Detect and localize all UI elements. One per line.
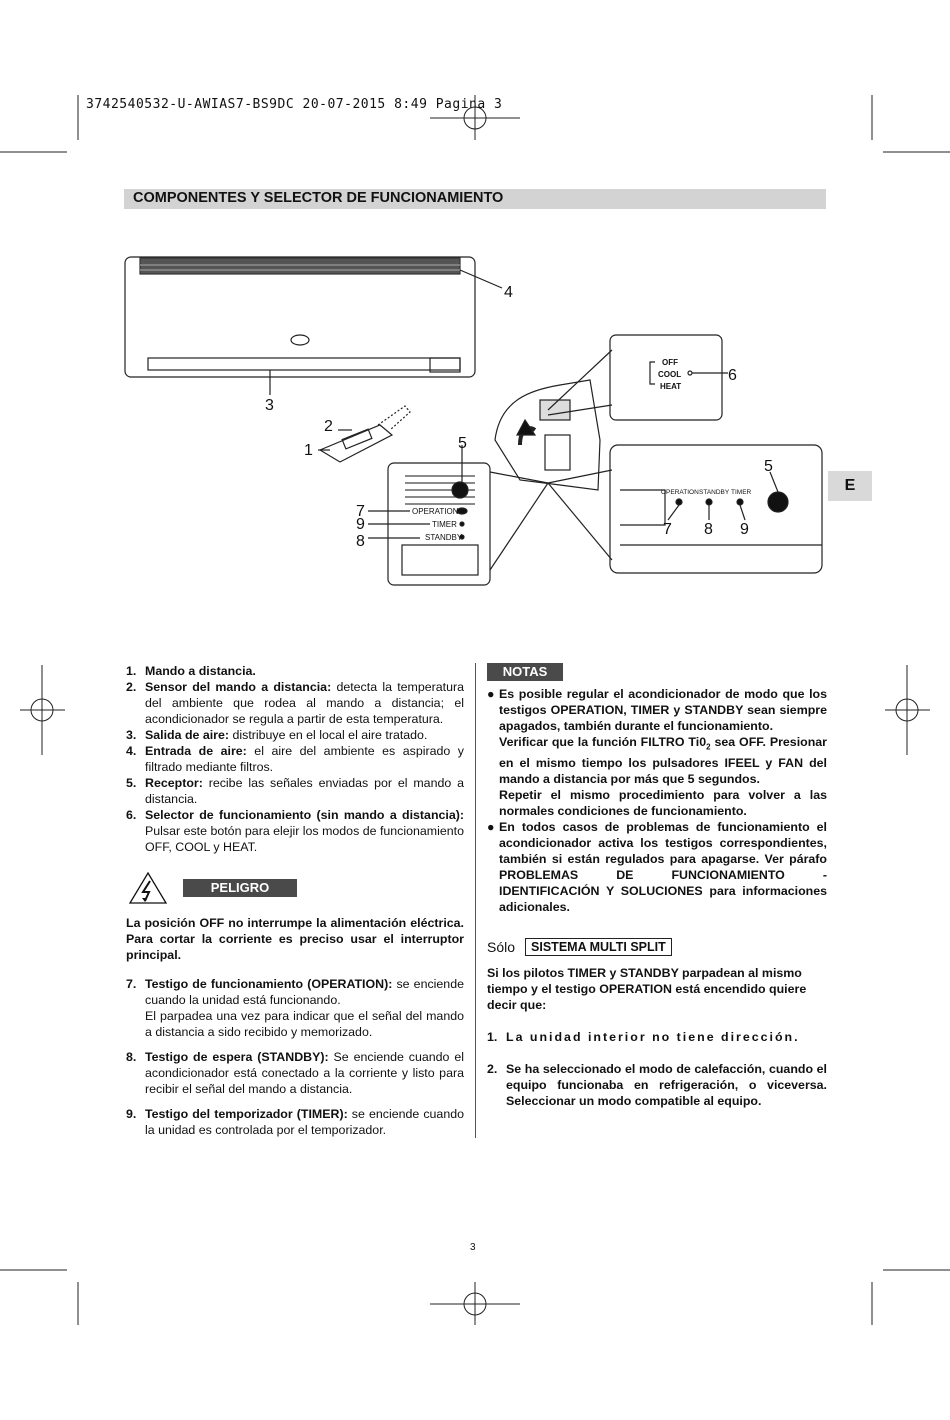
list-item: 1. La unidad interior no tiene dirección. (487, 1030, 800, 1045)
callout-5b: 5 (764, 458, 773, 475)
indoor-unit (125, 257, 475, 377)
electric-hazard-icon (128, 871, 168, 905)
callout-9b: 9 (740, 521, 749, 538)
callout-1: 1 (304, 442, 313, 459)
indicators-list (126, 976, 464, 1138)
multi-split-list (487, 1029, 827, 1109)
callout-3: 3 (265, 397, 274, 414)
column-divider (475, 663, 476, 1138)
page-number: 3 (470, 1242, 476, 1253)
selector-label-heat: HEAT (660, 382, 682, 391)
danger-text: La posición OFF no interrumpe la alimentación eléctrica. Para cortar la corriente es preciso usar el interruptor principal. (126, 916, 464, 962)
panel-label-standby: STANDBY (425, 533, 463, 542)
language-tab: E (828, 471, 872, 501)
danger-header (126, 871, 464, 907)
callout-5a: 5 (458, 435, 467, 452)
multi-split-label: SISTEMA MULTI SPLIT (525, 938, 672, 956)
display-closeup (610, 445, 822, 573)
list-item: 8. Testigo de espera (STANDBY): Se enciende cuando el acondicionador está conectado a la corriente y listo para recibir el señal del mando a distancia. (126, 1050, 464, 1096)
zoom-label-standby: STANDBY (699, 489, 730, 496)
list-item: 7. Testigo de funcionamiento (OPERATION): se enciende cuando la unidad está funcionando. El parpadea una vez para indicar que el señal del mando a distancia a sido recibido y memorizado. (126, 977, 464, 1039)
callout-6: 6 (728, 367, 737, 384)
callout-4: 4 (504, 284, 513, 301)
notes-badge: NOTAS (487, 663, 563, 681)
list-item: 6. Selector de funcionamiento (sin mando a distancia): Pulsar este botón para elejir los modos de funcionamiento OFF, COOL y HEAT. (126, 808, 464, 854)
zoom-label-timer: TIMER (731, 489, 752, 496)
list-item: 1. Mando a distancia. (126, 664, 256, 678)
print-header: 3742540532-U-AWIAS7-BS9DC 20-07-2015 8:49 Pagina 3 (86, 97, 503, 112)
danger-badge: PELIGRO (183, 879, 297, 897)
callout-7a: 7 (356, 503, 365, 520)
logo-oval (291, 335, 309, 345)
list-item: 9. Testigo del temporizador (TIMER): se enciende cuando la unidad es controlada por el temporizador. (126, 1107, 464, 1137)
list-item: ● Es posible regular el acondicionador de modo que los testigos OPERATION, TIMER y STANDBY sean siempre apagados, también durante el funcionamiento. Verificar que la función FILTRO $Ti0_2$ sea OFF. Presionar en el mismo tiempo los pulsadores IFEEL y FAN del mando a distancia por más que 5 segundos. Repetir el mismo procedimiento para volver a las normales condiciones de funcionamiento. (487, 687, 827, 819)
list-item: 3. Salida de aire: distribuye en el local el aire tratado. (126, 728, 428, 742)
selector-label-cool: COOL (658, 370, 682, 379)
callout-9a: 9 (356, 516, 365, 533)
list-item: ● En todos casos de problemas de funcionamiento el acondicionador activa los testigos correspondientes, también si están regulados para apagarse. Ver párafo PROBLEMAS DE FUNCIONAMIENTO - IDENTIFICACIÓN Y SOLUCIONES para informaciones adicionales. (487, 820, 827, 915)
callout-7b: 7 (663, 521, 672, 538)
components-diagram (0, 240, 950, 600)
remote-control (320, 406, 410, 462)
right-column (487, 663, 827, 1109)
list-item: 4. Entrada de aire: el aire del ambiente es aspirado y filtrado mediante filtros. (126, 744, 464, 774)
list-item: 2. Se ha seleccionado el modo de calefacción, cuando el equipo funcionaba en refrigeración, o viceversa. Seleccionar un modo compatible al equipo. (487, 1062, 827, 1109)
callout-8b: 8 (704, 521, 713, 538)
left-column (126, 663, 464, 1138)
list-item: 2. Sensor del mando a distancia: detecta la temperatura del ambiente que rodea al mando a distancia; el acondicionador se regula a partir de esta temperatura. (126, 680, 465, 726)
multi-split-intro: Si los pilotos TIMER y STANDBY parpadean al mismo tiempo y el testigo OPERATION está encendido quiere decir que: (487, 966, 807, 1013)
selector-label-off: OFF (662, 358, 678, 367)
panel-label-operation: OPERATION (412, 507, 459, 516)
multi-split-header (487, 938, 827, 956)
notes-list (487, 686, 827, 915)
receptor (452, 482, 468, 498)
callout-8a: 8 (356, 533, 365, 550)
callout-2: 2 (324, 418, 333, 435)
zoom-label-operation: OPERATION (661, 489, 699, 496)
list-item: 5. Receptor: recibe las señales enviadas por el mando a distancia. (126, 776, 464, 806)
panel-label-timer: TIMER (432, 520, 457, 529)
section-title: COMPONENTES Y SELECTOR DE FUNCIONAMIENTO (133, 190, 504, 206)
multi-split-prefix: Sólo (487, 939, 516, 956)
components-list (126, 663, 464, 855)
